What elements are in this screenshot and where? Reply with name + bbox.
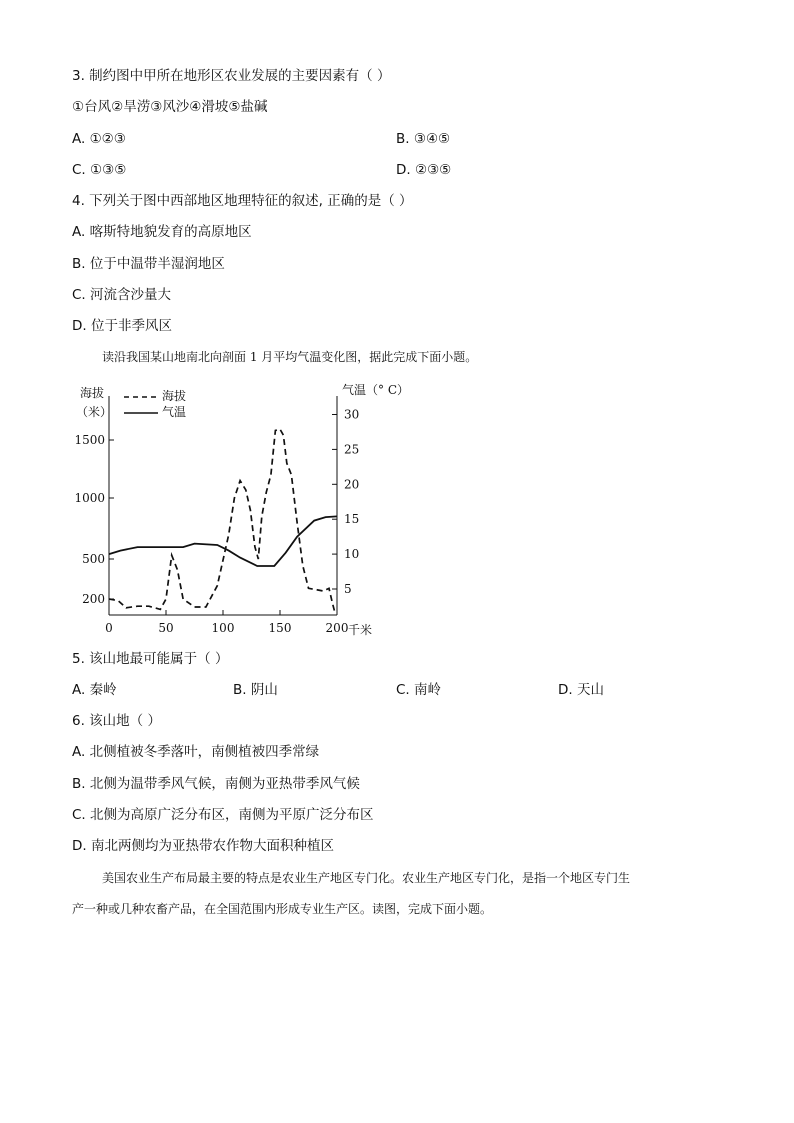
q4-option-c: C. 河流含沙量大 (72, 287, 172, 303)
q3-factors: ①台风②旱涝③风沙④滑坡⑤盐碱 (72, 99, 268, 115)
left-tick-label: 1000 (74, 491, 105, 505)
right-axis-label: 气温（° C） (342, 383, 409, 397)
q6-stem: 6. 该山地（ ） (72, 713, 161, 729)
q4-option-a: A. 喀斯特地貌发育的高原地区 (72, 224, 252, 240)
x-tick-label: 100 (211, 621, 235, 635)
q5-stem: 5. 该山地最可能属于（ ） (72, 651, 229, 667)
intro-usa-line2: 产一种或几种农畜产品，在全国范围内形成专业生产区。读图，完成下面小题。 (72, 902, 493, 916)
left-tick-label: 500 (82, 552, 105, 566)
x-unit: 千米 (347, 623, 373, 637)
q6-option-c: C. 北侧为高原广泛分布区，南侧为平原广泛分布区 (72, 807, 374, 823)
right-tick-label: 20 (344, 477, 360, 492)
x-tick-label: 50 (158, 621, 174, 635)
q5-option-c: C. 南岭 (396, 682, 442, 698)
q4-option-d: D. 位于非季风区 (72, 318, 172, 334)
series-altitude-line (109, 429, 335, 612)
right-tick-label: 15 (344, 512, 360, 527)
intro-usa-line1: 美国农业生产布局最主要的特点是农业生产地区专门化。农业生产地区专门化，是指一个地区专门生 (102, 871, 631, 885)
x-tick-label: 150 (268, 621, 292, 635)
q5-option-b: B. 阴山 (233, 682, 278, 698)
right-tick-label: 10 (344, 547, 360, 562)
left-axis-label-1: 海拔 (80, 386, 105, 400)
q5-option-d: D. 天山 (558, 682, 604, 698)
right-tick-label: 25 (344, 442, 360, 457)
q6-option-d: D. 南北两侧均为亚热带农作物大面积种植区 (72, 838, 334, 854)
q3-option-c: C. ①③⑤ (72, 162, 127, 178)
legend-label-temp: 气温 (162, 405, 187, 419)
q3-option-d: D. ②③⑤ (396, 162, 452, 178)
x-tick-label: 0 (105, 621, 113, 635)
legend-label-altitude: 海拔 (162, 389, 187, 403)
right-tick-label: 30 (344, 407, 360, 422)
q3-option-a: A. ①②③ (72, 131, 126, 147)
x-tick-label: 200 (325, 621, 349, 635)
intro-chart: 读沿我国某山地南北向剖面 1 月平均气温变化图，据此完成下面小题。 (102, 350, 478, 364)
q6-option-a: A. 北侧植被冬季落叶，南侧植被四季常绿 (72, 744, 320, 760)
q3-option-b: B. ③④⑤ (396, 131, 451, 147)
left-tick-label: 200 (82, 592, 105, 606)
left-axis-label-2: （米） (76, 405, 113, 419)
q4-stem: 4. 下列关于图中西部地区地理特征的叙述, 正确的是（ ） (72, 193, 413, 209)
profile-chart (72, 378, 409, 640)
q3-stem: 3. 制约图中甲所在地形区农业发展的主要因素有（ ） (72, 68, 391, 84)
q5-option-a: A. 秦岭 (72, 682, 117, 698)
q6-option-b: B. 北侧为温带季风气候，南侧为亚热带季风气候 (72, 776, 360, 792)
q4-option-b: B. 位于中温带半湿润地区 (72, 256, 225, 272)
right-tick-label: 5 (344, 582, 352, 596)
left-tick-label: 1500 (74, 433, 105, 447)
